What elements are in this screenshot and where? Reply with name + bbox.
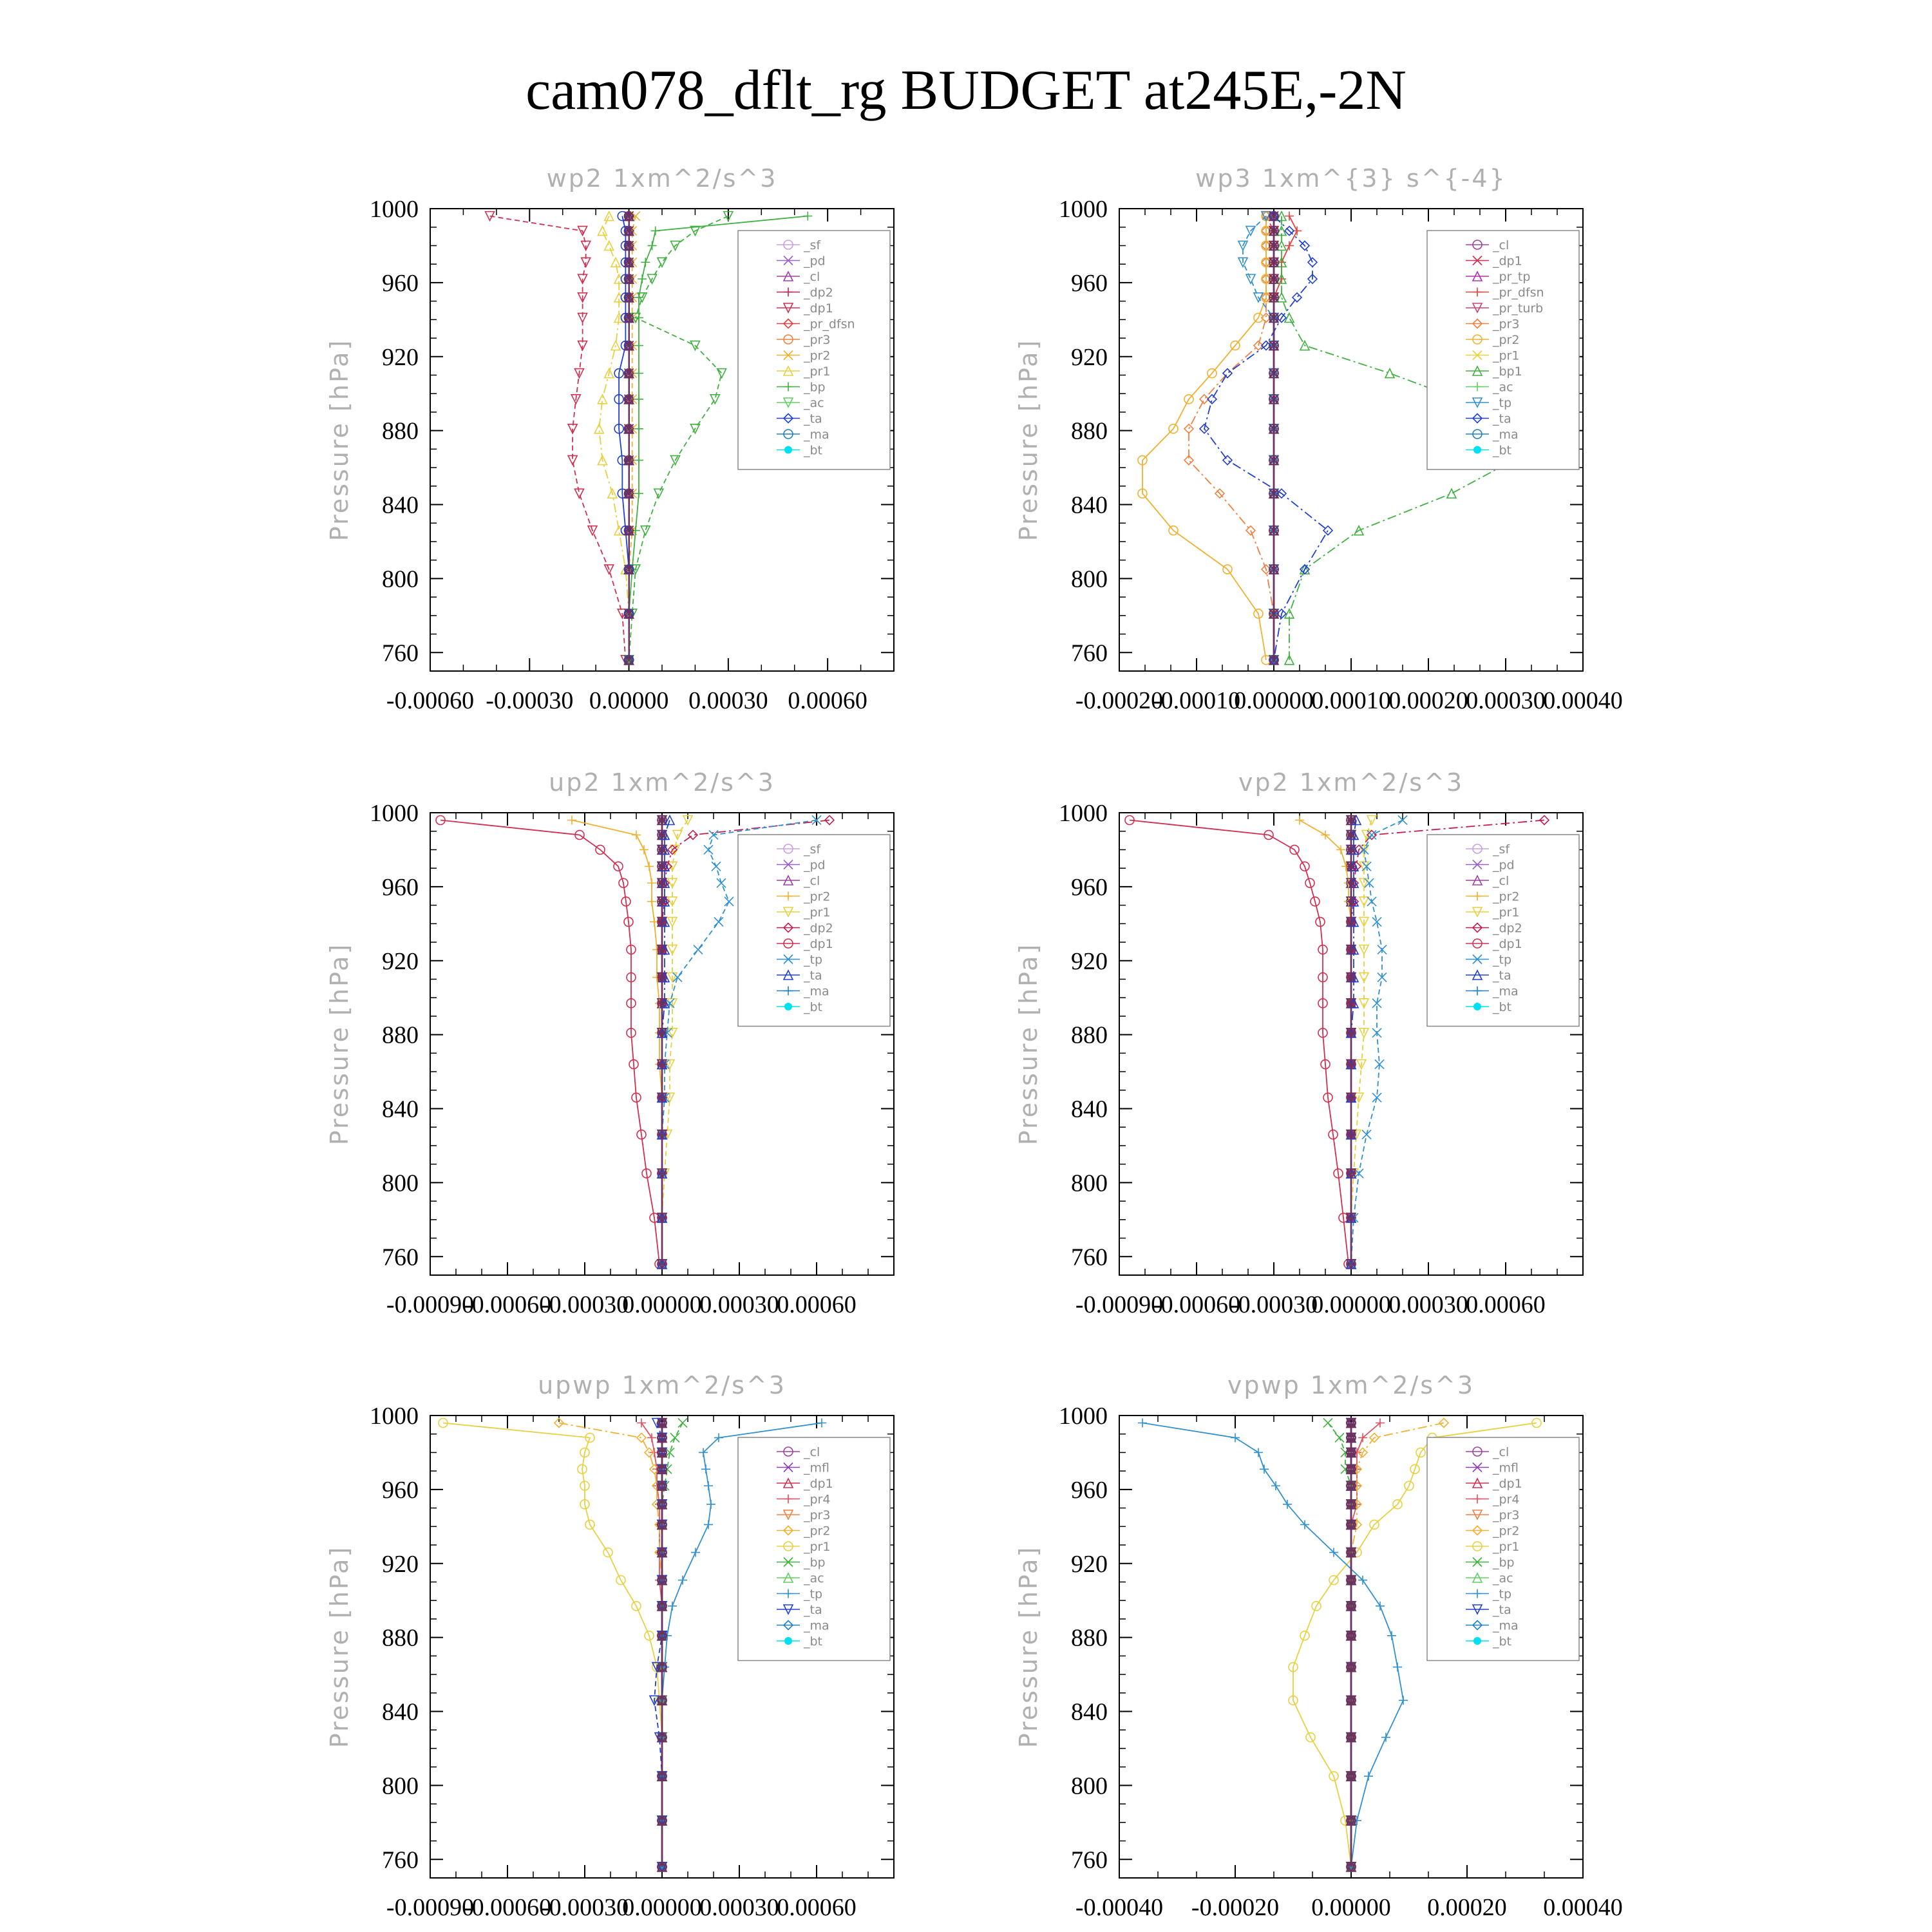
data-point-marker	[1231, 1433, 1240, 1442]
legend-label: _pr_dfsn	[1493, 285, 1544, 300]
legend-label: _tp	[804, 952, 823, 967]
x-tick-label: 0.00030	[699, 1291, 779, 1318]
y-tick-label: 760	[382, 1244, 419, 1271]
data-point-marker	[605, 211, 614, 220]
legend-label: _ac	[1493, 380, 1513, 395]
y-tick-label: 760	[382, 1846, 419, 1874]
legend-label: _pr2	[1493, 333, 1520, 347]
data-point-marker	[712, 862, 721, 871]
x-tick-label: -0.00030	[540, 1894, 629, 1921]
y-axis-label: Pressure [hPa]	[325, 942, 354, 1146]
data-point-marker	[1254, 1448, 1263, 1457]
x-tick-label: -0.00020	[1191, 1894, 1280, 1921]
legend-label: _pr3	[1493, 317, 1520, 332]
legend-label: _pr2	[804, 348, 831, 363]
data-point-marker	[710, 395, 719, 404]
y-tick-label: 800	[382, 1772, 419, 1800]
data-point-marker	[1376, 1602, 1385, 1611]
data-point-marker	[694, 945, 703, 954]
legend-label: _dp2	[1493, 921, 1522, 936]
legend-label: _sf	[1493, 842, 1510, 857]
legend-label: _dp1	[1493, 937, 1522, 951]
x-tick-label: 0.00060	[777, 1894, 857, 1921]
x-tick-label: -0.00030	[540, 1291, 629, 1318]
data-point-marker	[1260, 1464, 1269, 1473]
y-tick-label: 920	[1071, 1550, 1108, 1578]
series-line	[559, 1423, 662, 1867]
data-point-marker	[1246, 274, 1255, 283]
x-tick-label: 0.00040	[1543, 687, 1623, 714]
x-tick-label: 0.00000	[589, 687, 669, 714]
y-tick-label: 840	[382, 1698, 419, 1726]
x-tick-label: 0.00060	[777, 1291, 857, 1318]
legend-label: _pr2	[1493, 889, 1520, 904]
legend-label: _ac	[804, 1571, 824, 1586]
chart-panel-5	[325, 1371, 894, 1921]
legend-label: _ta	[1493, 1603, 1511, 1617]
legend-label: _pr2	[804, 889, 831, 904]
y-tick-label: 920	[382, 343, 419, 371]
data-point-marker	[574, 489, 583, 498]
x-tick-label: 0.00000	[1311, 1894, 1391, 1921]
y-tick-label: 760	[1071, 639, 1108, 667]
data-point-marker	[1138, 1418, 1147, 1427]
y-tick-label: 1000	[370, 1403, 419, 1430]
legend-label: _bt	[1493, 443, 1512, 458]
data-point-marker	[1387, 1631, 1396, 1640]
series-dp1	[436, 815, 664, 1268]
legend-label: _pr_tp	[1493, 270, 1531, 284]
chart-panel-2	[1014, 164, 1623, 714]
data-point-marker	[647, 897, 656, 906]
data-point-marker	[1335, 1433, 1344, 1442]
legend-label: _tp	[1493, 952, 1512, 967]
panel-title: wp3 1xm^{3} s^{-4}	[1195, 164, 1507, 193]
series-line	[629, 216, 728, 660]
legend-label: _bp	[804, 380, 826, 395]
legend	[738, 1437, 890, 1661]
data-point-marker	[1364, 1772, 1373, 1781]
y-tick-label: 960	[1071, 1476, 1108, 1504]
data-point-marker	[691, 1548, 700, 1557]
data-point-marker	[638, 274, 647, 283]
legend	[1427, 1437, 1579, 1661]
series-line	[1142, 1423, 1403, 1867]
data-point-marker	[678, 1418, 687, 1427]
data-point-marker	[647, 1433, 656, 1442]
legend	[738, 835, 890, 1027]
x-tick-label: -0.00060	[463, 1291, 552, 1318]
y-tick-label: 960	[1071, 873, 1108, 901]
data-point-marker	[1285, 211, 1294, 220]
x-tick-label: -0.00060	[386, 687, 475, 714]
legend-label: _ma	[1493, 428, 1519, 442]
data-point-marker	[637, 1418, 646, 1427]
legend-label: _pr3	[1493, 1508, 1520, 1522]
series-bp	[625, 211, 733, 664]
data-point-marker	[641, 526, 650, 535]
legend-label: _cl	[804, 1445, 820, 1459]
x-tick-label: 0.00040	[1543, 1894, 1623, 1921]
series-line	[443, 1423, 662, 1867]
y-tick-label: 880	[1071, 1624, 1108, 1652]
legend-label: _mfl	[804, 1461, 829, 1475]
data-point-marker	[651, 226, 660, 235]
legend	[1427, 231, 1579, 469]
y-tick-label: 920	[382, 947, 419, 975]
x-tick-label: 0.00010	[1311, 687, 1391, 714]
legend-label: _ta	[804, 969, 822, 983]
y-tick-label: 920	[382, 1550, 419, 1578]
x-tick-label: -0.00020	[1075, 687, 1164, 714]
y-tick-label: 840	[1071, 491, 1108, 519]
legend-label: _sf	[804, 238, 821, 252]
legend-label: _dp2	[804, 921, 833, 936]
series-line	[572, 820, 662, 1264]
data-point-marker	[701, 1464, 710, 1473]
legend-label: _dp1	[804, 1477, 833, 1491]
y-tick-label: 760	[382, 639, 419, 667]
y-axis-label: Pressure [hPa]	[1014, 942, 1043, 1146]
data-point-marker	[724, 897, 734, 906]
x-tick-label: -0.00090	[1075, 1291, 1164, 1318]
y-tick-label: 960	[382, 873, 419, 901]
y-tick-label: 880	[382, 417, 419, 445]
y-axis-label: Pressure [hPa]	[1014, 1545, 1043, 1748]
y-tick-label: 960	[382, 269, 419, 297]
legend-label: _pr_turb	[1493, 301, 1544, 316]
y-tick-label: 880	[382, 1624, 419, 1652]
series-line	[1142, 216, 1266, 660]
data-point-marker	[1399, 1696, 1408, 1705]
data-point-marker	[1293, 293, 1302, 302]
legend-label: _dp2	[804, 285, 833, 300]
legend-marker	[784, 446, 792, 454]
y-tick-label: 960	[382, 1476, 419, 1504]
legend-label: _cl	[804, 270, 820, 284]
data-point-marker	[654, 489, 663, 498]
y-tick-label: 880	[1071, 1021, 1108, 1049]
chart-panel-1	[325, 164, 894, 714]
legend-label: _pd	[804, 858, 826, 873]
legend-label: _tp	[1493, 1587, 1512, 1602]
legend-label: _bt	[1493, 1634, 1512, 1649]
series-line	[1189, 216, 1274, 660]
legend-label: _pr3	[804, 1508, 831, 1522]
y-tick-label: 800	[1071, 565, 1108, 593]
legend-marker	[1473, 1637, 1481, 1645]
x-tick-label: 0.00020	[1388, 687, 1468, 714]
legend-label: _dp1	[1493, 254, 1522, 269]
legend-label: _ac	[1493, 1571, 1513, 1586]
x-tick-label: -0.00090	[386, 1291, 475, 1318]
series-line	[490, 216, 626, 660]
legend-label: _pr2	[804, 1524, 831, 1539]
panel-title: upwp 1xm^2/s^3	[538, 1371, 786, 1399]
legend-label: _pd	[1493, 858, 1515, 873]
series-line	[1130, 820, 1349, 1264]
series-pr2	[1138, 211, 1271, 664]
legend-label: _cl	[804, 874, 820, 888]
data-point-marker	[1367, 815, 1376, 824]
data-point-marker	[704, 845, 713, 854]
y-tick-label: 800	[1071, 1170, 1108, 1197]
x-tick-label: 0.00060	[1466, 1291, 1546, 1318]
data-point-marker	[1285, 241, 1294, 250]
data-point-marker	[611, 258, 620, 267]
x-tick-label: 0.00060	[788, 687, 867, 714]
legend-marker	[1473, 446, 1481, 454]
legend-label: _pr2	[1493, 1524, 1520, 1539]
data-point-marker	[598, 226, 607, 235]
legend-label: _pr1	[804, 905, 831, 920]
data-point-marker	[645, 862, 654, 871]
y-tick-label: 1000	[1059, 800, 1108, 827]
x-tick-label: 0.00000	[1311, 1291, 1391, 1318]
legend-label: _ma	[804, 1618, 829, 1633]
data-point-marker	[678, 1576, 687, 1585]
data-point-marker	[714, 917, 723, 926]
figure-title: cam078_dflt_rg BUDGET at245E,-2N	[526, 59, 1406, 122]
data-point-marker	[637, 1433, 646, 1442]
x-tick-label: -0.00040	[1075, 1894, 1164, 1921]
series-tp	[1138, 1418, 1408, 1871]
data-point-marker	[1295, 815, 1304, 824]
legend-marker	[1473, 1003, 1481, 1010]
legend-marker	[784, 1003, 792, 1010]
y-tick-label: 1000	[1059, 1403, 1108, 1430]
chart-panel-3	[325, 768, 894, 1318]
legend-label: _mfl	[1493, 1461, 1519, 1475]
x-tick-label: 0.00000	[622, 1894, 702, 1921]
data-point-marker	[605, 241, 614, 250]
data-point-marker	[639, 845, 649, 854]
series-dp1	[1125, 815, 1353, 1268]
legend-label: _tp	[804, 1587, 823, 1602]
data-point-marker	[1271, 1481, 1280, 1490]
chart-panel-4	[1014, 768, 1583, 1318]
legend-label: _bt	[804, 1634, 823, 1649]
y-tick-label: 800	[382, 565, 419, 593]
legend-label: _bt	[804, 1000, 823, 1014]
series-dp1	[486, 211, 630, 664]
legend-label: _bt	[1493, 1000, 1512, 1014]
data-point-marker	[1323, 1418, 1332, 1427]
legend-label: _cl	[1493, 238, 1510, 252]
y-tick-label: 1000	[370, 800, 419, 827]
x-tick-label: 0.00000	[1234, 687, 1314, 714]
data-point-marker	[632, 830, 641, 839]
x-tick-label: 0.00030	[1388, 1291, 1468, 1318]
legend-label: _cl	[1493, 874, 1510, 888]
legend-label: _pr1	[1493, 348, 1520, 363]
data-point-marker	[803, 211, 812, 220]
series-pr1	[594, 211, 633, 664]
legend	[738, 231, 890, 469]
data-point-marker	[1362, 1130, 1371, 1139]
x-tick-label: -0.00090	[386, 1894, 475, 1921]
y-tick-label: 840	[1071, 1698, 1108, 1726]
y-tick-label: 800	[382, 1170, 419, 1197]
y-tick-label: 880	[1071, 417, 1108, 445]
legend-label: _bp1	[1493, 365, 1522, 379]
data-point-marker	[1372, 917, 1381, 926]
panel-title: vp2 1xm^2/s^3	[1238, 768, 1464, 797]
legend-label: _ta	[1493, 969, 1511, 983]
legend-label: _ac	[804, 396, 824, 410]
legend-label: _ta	[1493, 412, 1511, 426]
legend-label: _bp	[1493, 1555, 1515, 1570]
y-axis-label: Pressure [hPa]	[325, 1545, 354, 1748]
data-point-marker	[1223, 456, 1232, 465]
data-point-marker	[1439, 1418, 1448, 1427]
data-point-marker	[706, 1500, 715, 1509]
chart-panel-6	[1014, 1371, 1623, 1921]
legend-label: _pr1	[804, 1540, 831, 1554]
panel-title: wp2 1xm^2/s^3	[546, 164, 778, 193]
y-tick-label: 960	[1071, 269, 1108, 297]
legend-label: _ma	[1493, 984, 1519, 999]
legend-label: _bt	[804, 443, 823, 458]
legend-label: _pr3	[804, 333, 831, 347]
y-tick-label: 920	[1071, 343, 1108, 371]
y-tick-label: 1000	[370, 196, 419, 223]
legend-label: _dp1	[804, 937, 833, 951]
x-tick-label: -0.00060	[1152, 1291, 1241, 1318]
legend-label: _sf	[804, 842, 821, 857]
y-tick-label: 840	[1071, 1095, 1108, 1123]
y-axis-label: Pressure [hPa]	[1014, 338, 1043, 542]
x-tick-label: -0.00030	[1229, 1291, 1318, 1318]
x-tick-label: 0.00030	[688, 687, 768, 714]
series-pr1	[439, 1418, 667, 1871]
y-axis-label: Pressure [hPa]	[325, 338, 354, 542]
legend-label: _dp1	[804, 301, 833, 316]
legend-label: _pr4	[1493, 1492, 1520, 1507]
panel-title: vpwp 1xm^2/s^3	[1227, 1371, 1475, 1399]
legend-label: _pr4	[804, 1492, 831, 1507]
series-line	[1351, 820, 1403, 1264]
data-point-marker	[717, 878, 726, 887]
data-point-marker	[668, 1602, 677, 1611]
x-tick-label: 0.00030	[1466, 687, 1546, 714]
legend-label: _ta	[804, 412, 822, 426]
legend-label: _dp1	[1493, 1477, 1522, 1491]
x-tick-label: 0.00030	[699, 1894, 779, 1921]
y-tick-label: 880	[382, 1021, 419, 1049]
legend-marker	[784, 1637, 792, 1645]
y-tick-label: 760	[1071, 1846, 1108, 1874]
data-point-marker	[1393, 1663, 1402, 1672]
series-pr2	[554, 1418, 667, 1871]
x-tick-label: 0.00000	[622, 1291, 702, 1318]
legend-label: _pr1	[1493, 1540, 1520, 1554]
legend-label: _pr1	[804, 365, 831, 379]
x-tick-label: 0.00020	[1427, 1894, 1507, 1921]
data-point-marker	[641, 258, 650, 267]
legend-label: _tp	[1493, 396, 1512, 410]
x-tick-label: -0.00060	[463, 1894, 552, 1921]
legend-label: _ma	[804, 428, 829, 442]
x-tick-label: -0.00030	[486, 687, 574, 714]
data-point-marker	[567, 815, 576, 824]
data-point-marker	[670, 1433, 679, 1442]
series-bt	[1347, 1418, 1356, 1871]
legend-label: _pr1	[1493, 905, 1520, 920]
data-point-marker	[1367, 897, 1376, 906]
y-tick-label: 800	[1071, 1772, 1108, 1800]
data-point-marker	[1381, 1733, 1390, 1742]
legend-label: _cl	[1493, 1445, 1510, 1459]
legend-label: _pr_dfsn	[804, 317, 855, 332]
data-point-marker	[704, 1481, 713, 1490]
data-point-marker	[817, 1418, 826, 1427]
data-point-marker	[1385, 369, 1394, 378]
y-tick-label: 840	[382, 491, 419, 519]
legend	[1427, 835, 1579, 1027]
legend-label: _ta	[804, 1603, 822, 1617]
legend-label: _ma	[1493, 1618, 1519, 1633]
panel-title: up2 1xm^2/s^3	[549, 768, 775, 797]
data-point-marker	[1447, 489, 1456, 498]
data-point-marker	[647, 878, 656, 887]
legend-label: _ma	[804, 984, 829, 999]
y-tick-label: 760	[1071, 1244, 1108, 1271]
series-pr3	[1184, 211, 1278, 664]
legend-label: _pd	[804, 254, 826, 269]
data-point-marker	[648, 241, 657, 250]
legend-label: _bp	[804, 1555, 826, 1570]
data-point-marker	[704, 1520, 713, 1529]
y-tick-label: 1000	[1059, 196, 1108, 223]
y-tick-label: 840	[382, 1095, 419, 1123]
x-tick-label: -0.00010	[1152, 687, 1241, 714]
y-tick-label: 920	[1071, 947, 1108, 975]
